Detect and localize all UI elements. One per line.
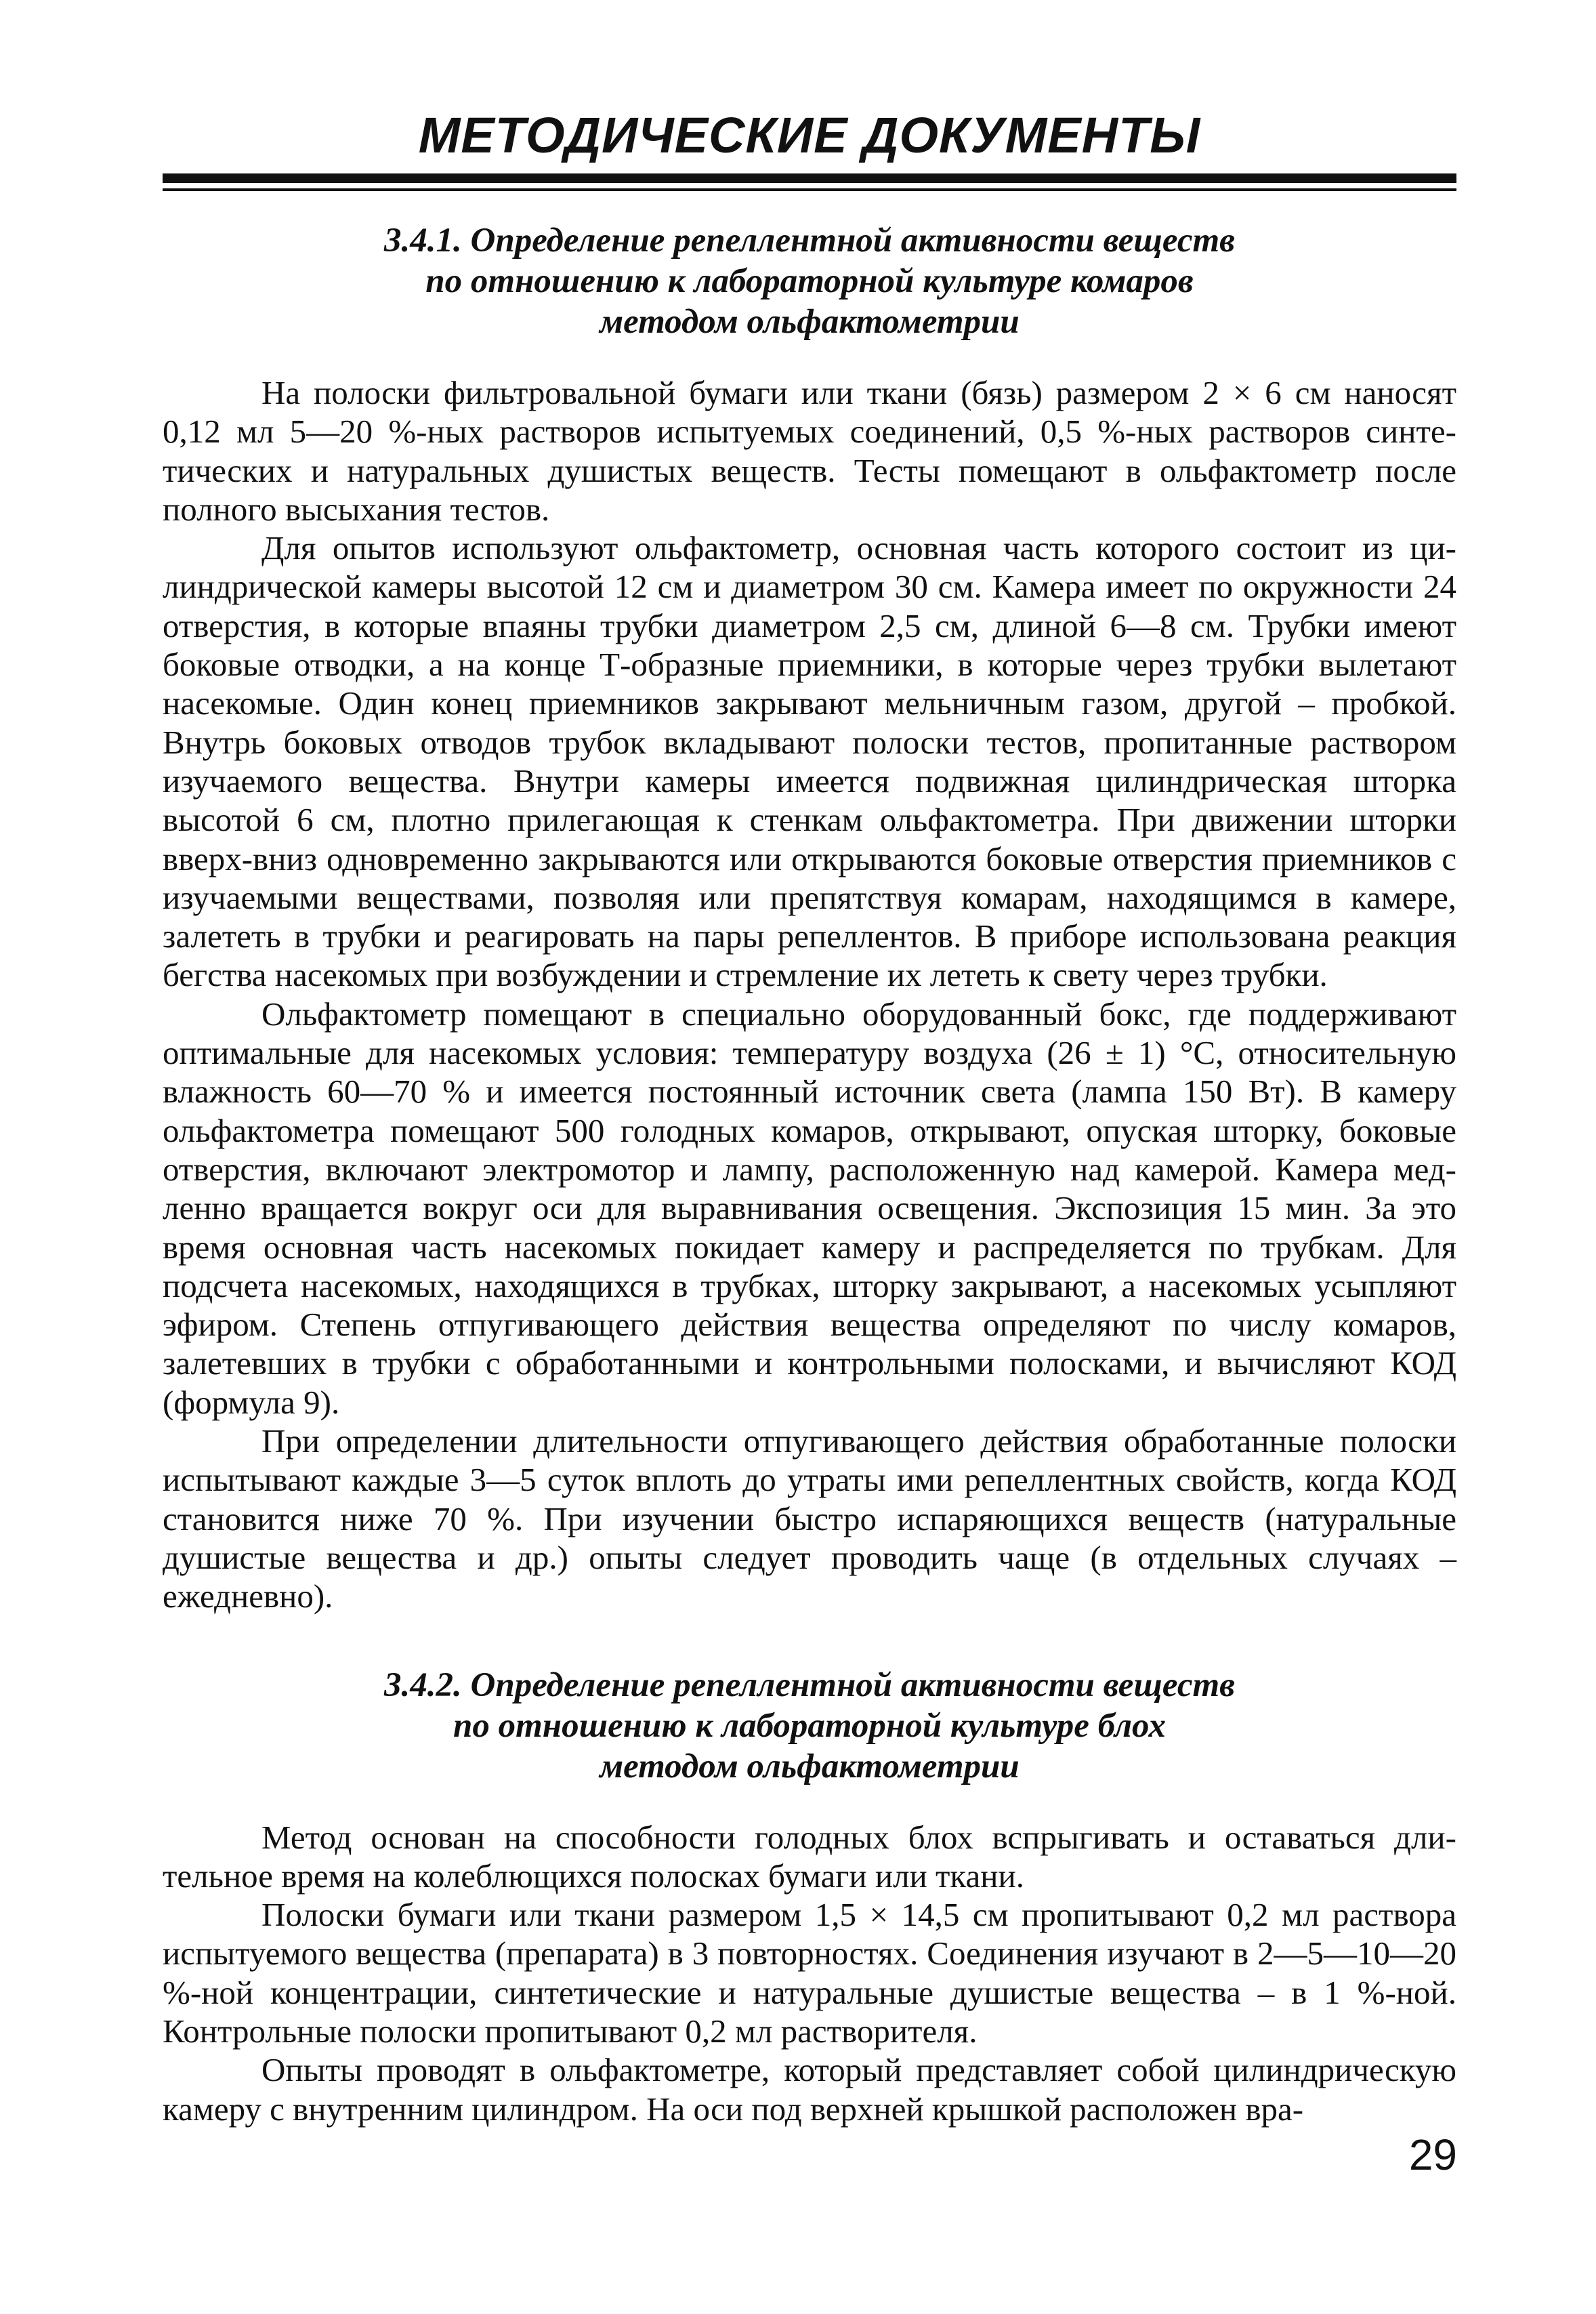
paragraph: Для опытов используют ольфактометр, основная часть которого состоит из цилиндрической камеры высотой 12 см и диаметром 30 см. Камера имеет по окружности 24 отверстия, в которые впаяны трубки диаметром 2,5 см, длиной 6—8 см. Трубки имеют боковые отводки, а на конце Т-образные приемники, в которые через трубки вылетают насекомые. Один конец приемников закрывают мельничным газом, другой – пробкой. Внутрь боковых отводов трубок вкладывают полоски тестов, пропитанные раствором изучаемого вещества. Внутри камеры имеется подвижная цилиндрическая шторка высотой 6 см, плотно прилегающая к стенкам ольфактометра. При движении шторки вверх-вниз одновременно закрываются или открываются боковые отверстия приемников с изучаемыми веществами, позволяя или препятствуя комарам, находящимся в камере, залететь в трубки и реагировать на пары репеллентов. В приборе использована реакция бегства насекомых при возбуждении и стремление их лететь к свету через трубки. xyxy=(163,529,1456,994)
section-heading-line: методом ольфактометрии xyxy=(600,303,1020,341)
paragraph: Опыты проводят в ольфактометре, который представляет собой цилиндрическую камеру с внутренним цилиндром. На оси под верхней крышкой расположен вра- xyxy=(163,2051,1456,2128)
section-heading-line: методом ольфактометрии xyxy=(600,1747,1020,1785)
header-rule-thick xyxy=(163,173,1456,183)
section-3-4-2 xyxy=(163,1665,1456,2128)
paragraph: Ольфактометр помещают в специально оборудованный бокс, где поддерживают оптимальные для насекомых условия: температуру воздуха (26 ± 1) °С, относительную влажность 60—70 % и имеется постоянный источник света (лампа 150 Вт). В камеру ольфактометра помещают 500 голодных комаров, открывают, опуская шторку, боковые отверстия, включают электромотор и лампу, расположенную над камерой. Камера медленно вращается вокруг оси для выравнивания освещения. Экспозиция 15 мин. За это время основная часть насекомых покидает камеру и распределяется по трубкам. Для подсчета насекомых, находящихся в трубках, шторку закрывают, а насекомых усыпляют эфиром. Степень отпугивающего действия вещества определяют по числу комаров, залетевших в трубки с обработанными и контрольными полосками, и вычисляют КОД (формула 9). xyxy=(163,995,1456,1421)
section-heading xyxy=(163,220,1456,342)
section-spacer xyxy=(163,1616,1456,1665)
page-body xyxy=(163,220,1456,2128)
paragraph: На полоски фильтровальной бумаги или ткани (бязь) размером 2 × 6 см наносят 0,12 мл 5—20 %-ных растворов испытуемых соединений, 0,5 %-ных растворов синтетических и натуральных душистых веществ. Тесты помещают в ольфактометр после полного высыхания тестов. xyxy=(163,374,1456,528)
section-heading-line: 3.4.2. Определение репеллентной активности веществ xyxy=(384,1666,1235,1704)
running-header xyxy=(163,102,1456,191)
section-heading-line: по отношению к лабораторной культуре блох xyxy=(453,1706,1167,1745)
page-number: 29 xyxy=(1408,2130,1457,2179)
paragraph: При определении длительности отпугивающего действия обработанные полоски испытывают каждые 3—5 суток вплоть до утраты ими репеллентных свойств, когда КОД становится ниже 70 %. При изучении быстро испаряющихся веществ (натуральные душистые вещества и др.) опыты следует проводить чаще (в отдельных случаях – ежедневно). xyxy=(163,1422,1456,1615)
section-heading-line: 3.4.1. Определение репеллентной активности веществ xyxy=(384,222,1235,260)
header-rule-thin xyxy=(163,188,1456,191)
section-heading xyxy=(163,1665,1456,1787)
section-heading-line: по отношению к лабораторной культуре комаров xyxy=(425,262,1194,300)
header-title: МЕТОДИЧЕСКИЕ ДОКУМЕНТЫ xyxy=(418,107,1201,163)
paragraph: Метод основан на способности голодных блох вспрыгивать и оставаться длительное время на колеблющихся полосках бумаги или ткани. xyxy=(163,1818,1456,1895)
paragraph: Полоски бумаги или ткани размером 1,5 × 14,5 см пропитывают 0,2 мл раствора испытуемого вещества (препарата) в 3 повторностях. Соединения изучают в 2—5—10—20 %-ной концентрации, синтетические и натуральные душистые вещества – в 1 %-ной. Контрольные полоски пропитывают 0,2 мл растворителя. xyxy=(163,1896,1456,2050)
section-3-4-1 xyxy=(163,220,1456,1616)
